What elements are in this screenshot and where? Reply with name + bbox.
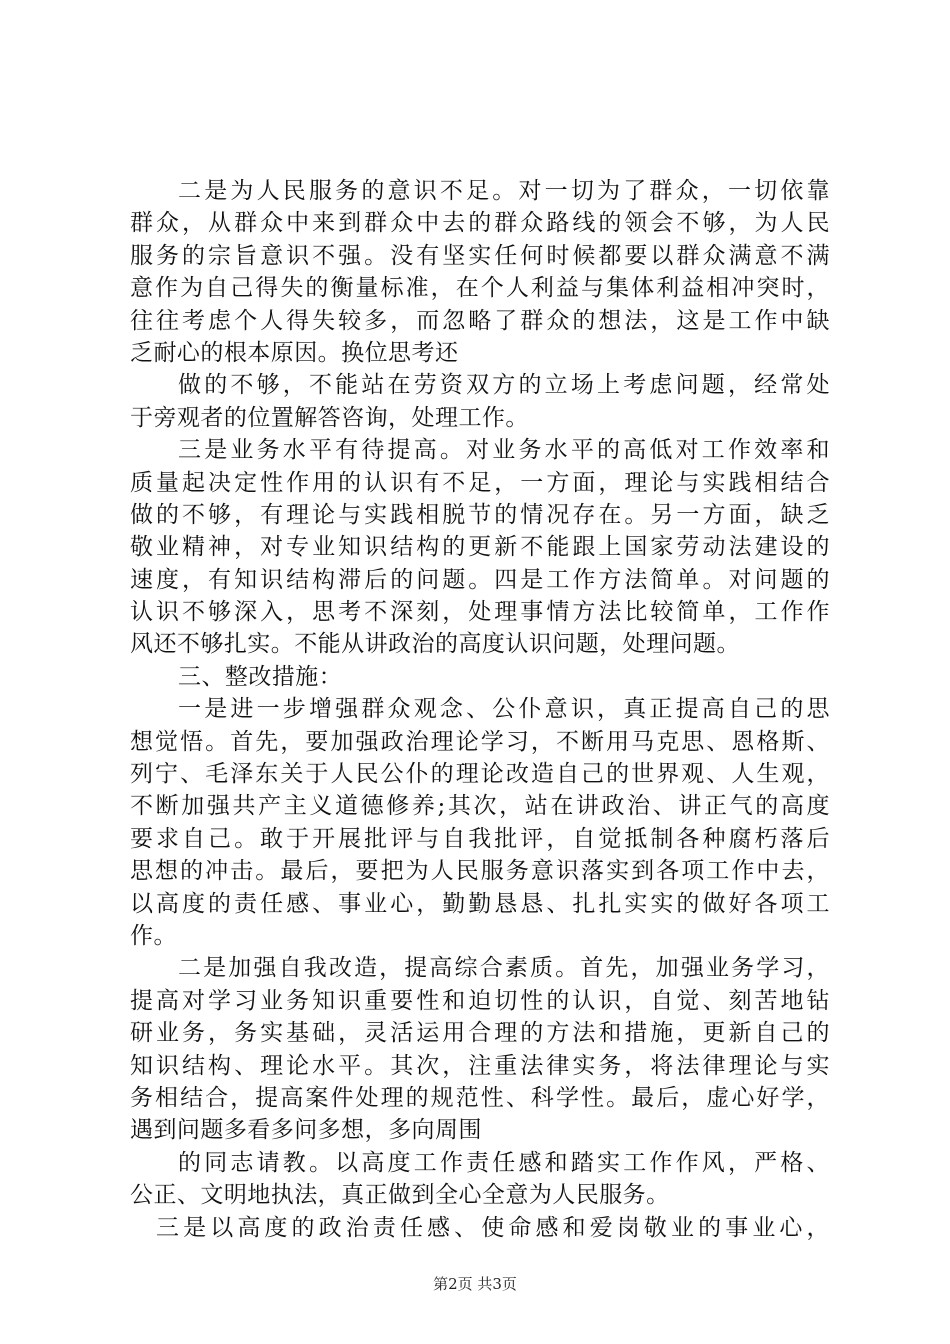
text-line: 的同志请教。以高度工作责任感和踏实工作作风，严格、 (178, 1149, 830, 1176)
page-footer: 第2页 共3页 (433, 1275, 517, 1293)
text-line: 提高对学习业务知识重要性和迫切性的认识，自觉、刻苦地钻 (130, 987, 830, 1014)
text-line: 三、整改措施： (178, 663, 343, 690)
text-line: 公正、文明地执法，真正做到全心全意为人民服务。 (130, 1182, 670, 1209)
text-line: 服务的宗旨意识不强。没有坚实任何时候都要以群众满意不满 (130, 242, 830, 269)
text-line: 三是业务水平有待提高。对业务水平的高低对工作效率和 (178, 437, 830, 464)
text-line: 往往考虑个人得失较多，而忽略了群众的想法，这是工作中缺 (130, 307, 830, 334)
document-body (130, 175, 830, 1244)
text-line: 乏耐心的根本原因。换位思考还 (130, 339, 459, 366)
text-line: 思想的冲击。最后，要把为人民服务意识落实到各项工作中去， (130, 858, 830, 885)
text-line: 做的不够，有理论与实践相脱节的情况存在。另一方面，缺乏 (130, 501, 830, 528)
text-line: 以高度的责任感、事业心，勤勤恳恳、扎扎实实的做好各项工 (130, 890, 830, 917)
text-line: 列宁、毛泽东关于人民公仆的理论改造自己的世界观、人生观， (130, 761, 830, 788)
text-line: 务相结合，提高案件处理的规范性、科学性。最后，虚心好学， (130, 1084, 830, 1111)
text-line: 做的不够，不能站在劳资双方的立场上考虑问题，经常处 (178, 372, 830, 399)
text-line: 不断加强共产主义道德修养;其次，站在讲政治、讲正气的高度 (130, 793, 830, 820)
text-line: 速度，有知识结构滞后的问题。四是工作方法简单。对问题的 (130, 566, 830, 593)
text-line: 知识结构、理论水平。其次，注重法律实务，将法律理论与实 (130, 1052, 830, 1079)
text-line: 群众，从群众中来到群众中去的群众路线的领会不够，为人民 (130, 210, 830, 237)
text-line: 敬业精神，对专业知识结构的更新不能跟上国家劳动法建设的 (130, 534, 830, 561)
text-line: 作。 (130, 922, 177, 949)
text-line: 遇到问题多看多问多想，多向周围 (130, 1117, 482, 1144)
text-line: 二是为人民服务的意识不足。对一切为了群众，一切依靠 (178, 178, 830, 204)
text-line: 二是加强自我改造，提高综合素质。首先，加强业务学习， (178, 955, 830, 982)
text-line: 一是进一步增强群众观念、公仆意识，真正提高自己的思 (178, 696, 830, 723)
text-line: 质量起决定性作用的认识有不足，一方面，理论与实践相结合 (130, 469, 830, 496)
text-line: 认识不够深入，思考不深刻，处理事情方法比较简单，工作作 (130, 599, 830, 626)
text-line: 意作为自己得失的衡量标准，在个人利益与集体利益相冲突时， (130, 275, 830, 302)
text-line: 想觉悟。首先，要加强政治理论学习，不断用马克思、恩格斯、 (130, 728, 830, 755)
text-line: 要求自己。敢于开展批评与自我批评，自觉抵制各种腐朽落后 (130, 825, 830, 852)
text-line: 三是以高度的政治责任感、使命感和爱岗敬业的事业心， (156, 1214, 830, 1241)
text-line: 于旁观者的位置解答咨询，处理工作。 (130, 404, 529, 431)
text-line: 风还不够扎实。不能从讲政治的高度认识问题，处理问题。 (130, 631, 740, 658)
text-line: 研业务，务实基础，灵活运用合理的方法和措施，更新自己的 (130, 1020, 830, 1047)
